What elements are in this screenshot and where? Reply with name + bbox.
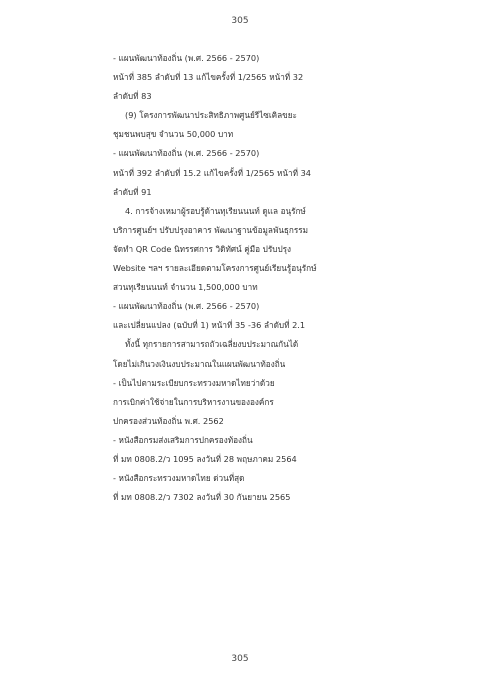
text-line: - แผนพัฒนาท้องถิ่น (พ.ศ. 2566 - 2570): [113, 148, 260, 159]
text-line: สวนทุเรียนนนท์ จำนวน 1,500,000 บาท: [113, 282, 258, 293]
text-line: ชุมชนพบสุข จำนวน 50,000 บาท: [113, 129, 234, 140]
text-line: ปกครองส่วนท้องถิ่น พ.ศ. 2562: [113, 415, 224, 426]
text-line: ที่ มท 0808.2/ว 7302 ลงวันที่ 30 กันยายน 2565: [113, 492, 291, 503]
text-line: ทั้งนี้ ทุกรายการสามารถถัวเฉลี่ยงบประมาณกันได้: [125, 339, 299, 350]
text-line: Website ฯลฯ รายละเอียดตามโครงการศูนย์เรียนรู้อนุรักษ์: [113, 263, 317, 274]
text-line: และเปลี่ยนแปลง (ฉบับที่ 1) หน้าที่ 35 -36 ลำดับที่ 2.1: [113, 320, 306, 331]
text-line: ลำดับที่ 91: [113, 186, 152, 197]
text-line: - แผนพัฒนาท้องถิ่น (พ.ศ. 2566 - 2570): [113, 301, 260, 312]
text-line: - หนังสือกระทรวงมหาดไทย ด่วนที่สุด: [113, 473, 245, 484]
text-line: หน้าที่ 385 ลำดับที่ 13 แก้ไขครั้งที่ 1/2565 หน้าที่ 32: [113, 72, 304, 83]
text-line: 4. การจ้างเหมาผู้รอบรู้ด้านทุเรียนนนท์ ดูแล อนุรักษ์: [125, 205, 306, 216]
page-number-top: 305: [231, 16, 249, 26]
text-line: การเบิกค่าใช้จ่ายในการบริหารงานขององค์กร: [113, 396, 274, 407]
text-line: โดยไม่เกินวงเงินงบประมาณในแผนพัฒนาท้องถิ่น: [113, 358, 286, 369]
page-number-bottom: 305: [231, 654, 249, 664]
text-line: - หนังสือกรมส่งเสริมการปกครองท้องถิ่น: [113, 434, 253, 445]
text-line: จัดทำ QR Code นิทรรศการ วิดิทัศน์ คู่มือ ปรับปรุง: [113, 243, 292, 254]
text-line: บริการศูนย์ฯ ปรับปรุงอาคาร พัฒนาฐานข้อมูลพันธุกรรม: [113, 224, 309, 235]
document-body: [113, 49, 413, 507]
text-line: หน้าที่ 392 ลำดับที่ 15.2 แก้ไขครั้งที่ 1/2565 หน้าที่ 34: [113, 167, 312, 178]
text-line: (9) โครงการพัฒนาประสิทธิภาพศูนย์รีไซเคิลขยะ: [125, 110, 297, 121]
text-line: ที่ มท 0808.2/ว 1095 ลงวันที่ 28 พฤษภาคม 2564: [113, 453, 297, 464]
text-line: - เป็นไปตามระเบียบกระทรวงมหาดไทยว่าด้วย: [113, 377, 275, 388]
text-line: ลำดับที่ 83: [113, 91, 152, 102]
text-line: - แผนพัฒนาท้องถิ่น (พ.ศ. 2566 - 2570): [113, 53, 260, 63]
